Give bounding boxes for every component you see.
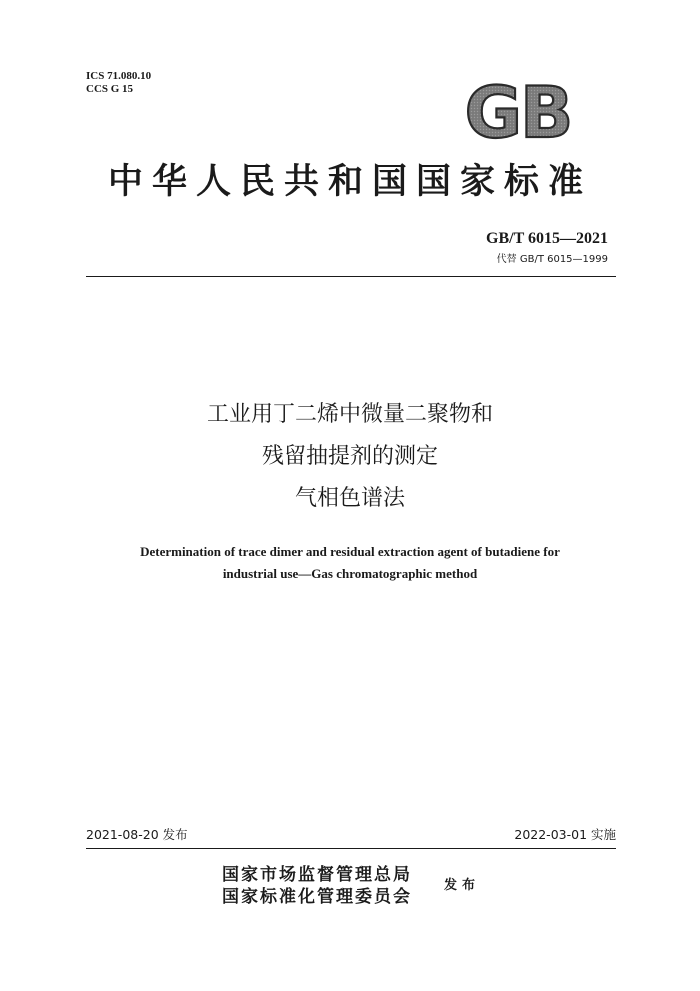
ccs-code: CCS G 15	[86, 83, 134, 95]
issuer-samr: 国家市场监督管理总局	[222, 865, 412, 885]
header-divider	[86, 276, 616, 277]
national-standard-title: 中华人民共和国国家标准	[107, 161, 592, 202]
implementation-date: 2022-03-01 实施	[514, 827, 616, 842]
svg-text:GB: GB	[464, 80, 572, 144]
ics-code: ICS 71.080.10	[86, 70, 152, 82]
issuing-authorities	[222, 864, 412, 908]
gb-logo	[452, 80, 584, 144]
chinese-title-line-2: 残留抽提剂的测定	[261, 444, 438, 469]
chinese-title	[60, 394, 640, 520]
chinese-title-line-3: 气相色谱法	[294, 486, 405, 511]
english-title	[60, 541, 640, 585]
publish-label: 发布	[444, 878, 481, 893]
replaces-standard: 代替 GB/T 6015—1999	[496, 254, 608, 265]
english-title-line-2: industrial use—Gas chromatographic method	[222, 566, 478, 581]
issuer-sac: 国家标准化管理委员会	[222, 887, 412, 907]
classification-codes	[86, 70, 151, 96]
footer-divider	[86, 848, 616, 849]
chinese-title-line-1: 工业用丁二烯中微量二聚物和	[206, 402, 493, 427]
issue-date: 2021-08-20 发布	[86, 827, 188, 842]
english-title-line-1: Determination of trace dimer and residual extraction agent of butadiene for	[140, 544, 560, 559]
standard-number: GB/T 6015—2021	[486, 230, 608, 247]
